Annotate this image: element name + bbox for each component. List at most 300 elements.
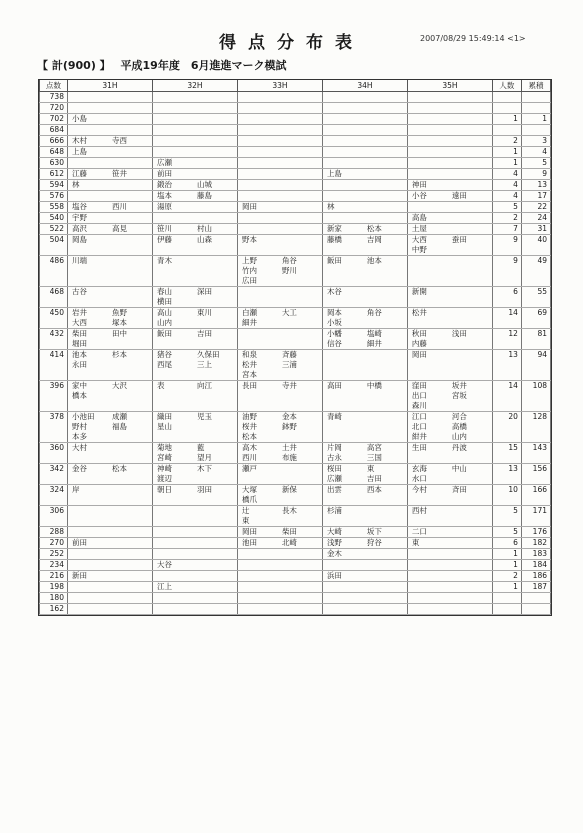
cumulative-cell — [521, 103, 550, 114]
homeroom-cell-h35 — [407, 549, 492, 560]
table-row — [40, 158, 551, 169]
homeroom-cell-h33 — [237, 180, 322, 191]
student-name: 金谷 — [71, 464, 87, 473]
homeroom-cell-h33 — [237, 350, 322, 381]
cumulative-cell: 128 — [521, 412, 550, 443]
student-name: 北口 — [411, 422, 427, 431]
homeroom-cell-h33 — [237, 412, 322, 443]
name-line — [72, 391, 152, 401]
homeroom-cell-h31 — [67, 329, 152, 350]
homeroom-cell-h35 — [407, 158, 492, 169]
people-count-cell: 15 — [492, 443, 521, 464]
student-name: 岩井 — [71, 308, 87, 317]
name-line — [327, 474, 407, 484]
student-name: 三上 — [196, 360, 212, 369]
homeroom-cell-h33 — [237, 169, 322, 180]
table-row — [40, 224, 551, 235]
student-name — [282, 495, 322, 505]
homeroom-cell-h35 — [407, 538, 492, 549]
homeroom-cell-h34 — [322, 169, 407, 180]
homeroom-cell-h33 — [237, 538, 322, 549]
score-cell: 360 — [40, 443, 68, 464]
student-name: 和泉 — [241, 350, 257, 359]
cumulative-cell: 166 — [521, 485, 550, 506]
page-title: 得点分布表 — [219, 33, 364, 53]
student-name: 塩崎 — [366, 329, 382, 338]
people-count-cell: 1 — [492, 147, 521, 158]
student-name: 宮本 — [241, 370, 257, 379]
homeroom-cell-h33 — [237, 287, 322, 308]
student-name — [367, 506, 407, 516]
homeroom-cell-h33 — [237, 604, 322, 615]
student-name: 中野 — [411, 245, 427, 254]
score-cell: 720 — [40, 103, 68, 114]
student-name: 古谷 — [71, 287, 87, 296]
student-name: 内藤 — [411, 339, 427, 348]
student-name: 表 — [156, 381, 165, 390]
name-line — [72, 202, 152, 212]
name-line — [412, 391, 492, 401]
student-name: 村山 — [196, 224, 212, 233]
homeroom-cell-h32 — [152, 224, 237, 235]
student-name: 信谷 — [326, 339, 342, 348]
homeroom-cell-h33 — [237, 527, 322, 538]
homeroom-cell-h34 — [322, 136, 407, 147]
people-count-cell: 2 — [492, 136, 521, 147]
name-line — [157, 350, 237, 360]
student-name — [112, 485, 152, 495]
student-name: 狩谷 — [366, 538, 382, 547]
student-name: 星山 — [156, 422, 172, 431]
name-line — [72, 538, 152, 548]
name-line — [412, 224, 492, 234]
student-name: 前田 — [156, 169, 172, 178]
table-row — [40, 549, 551, 560]
student-name: 丹波 — [451, 443, 467, 452]
cumulative-cell: 5 — [521, 158, 550, 169]
student-name: 深田 — [196, 287, 212, 296]
name-line — [157, 308, 237, 318]
name-line — [327, 538, 407, 548]
homeroom-cell-h35 — [407, 114, 492, 125]
student-name: 細井 — [241, 318, 257, 327]
student-name: 木村 — [71, 136, 87, 145]
name-line — [412, 474, 492, 484]
homeroom-cell-h34 — [322, 443, 407, 464]
homeroom-cell-h32 — [152, 114, 237, 125]
name-line — [242, 516, 322, 526]
student-name: 油野 — [241, 412, 257, 421]
student-name: 杉本 — [111, 350, 127, 359]
student-name: 松本 — [111, 464, 127, 473]
student-name: 林 — [71, 180, 80, 189]
table-row — [40, 191, 551, 202]
homeroom-cell-h35 — [407, 593, 492, 604]
name-line — [72, 329, 152, 339]
student-name: 塩谷 — [71, 202, 87, 211]
people-count-cell: 1 — [492, 549, 521, 560]
homeroom-cell-h35 — [407, 412, 492, 443]
name-line — [157, 329, 237, 339]
homeroom-cell-h34 — [322, 180, 407, 191]
name-line — [242, 381, 322, 391]
student-name: 山森 — [196, 235, 212, 244]
homeroom-cell-h31 — [67, 180, 152, 191]
homeroom-cell-h34 — [322, 92, 407, 103]
homeroom-cell-h33 — [237, 549, 322, 560]
student-name: 紺井 — [411, 432, 427, 441]
student-name: 江藤 — [71, 169, 87, 178]
student-name: 鉢野 — [281, 422, 297, 431]
cumulative-cell: 13 — [521, 180, 550, 191]
homeroom-cell-h35 — [407, 527, 492, 538]
people-count-cell: 5 — [492, 202, 521, 213]
people-count-cell: 12 — [492, 329, 521, 350]
col-header-32h: 32H — [152, 80, 237, 92]
people-count-cell: 6 — [492, 538, 521, 549]
name-line — [412, 538, 492, 548]
student-name — [452, 401, 492, 411]
cumulative-cell: 3 — [521, 136, 550, 147]
name-line — [72, 360, 152, 370]
homeroom-cell-h34 — [322, 287, 407, 308]
homeroom-cell-h35 — [407, 485, 492, 506]
student-name: 飯田 — [326, 256, 342, 265]
student-name: 山城 — [196, 180, 212, 189]
homeroom-cell-h35 — [407, 180, 492, 191]
homeroom-cell-h33 — [237, 506, 322, 527]
student-name — [367, 549, 407, 559]
student-name: 岡田 — [411, 350, 427, 359]
cumulative-cell: 22 — [521, 202, 550, 213]
student-name: 鍛治 — [156, 180, 172, 189]
homeroom-cell-h34 — [322, 527, 407, 538]
people-count-cell: 7 — [492, 224, 521, 235]
people-count-cell — [492, 593, 521, 604]
student-name — [452, 339, 492, 349]
name-line — [72, 571, 152, 581]
table-row — [40, 125, 551, 136]
table-row — [40, 180, 551, 191]
table-body — [40, 92, 551, 615]
homeroom-cell-h32 — [152, 412, 237, 443]
score-cell: 180 — [40, 593, 68, 604]
homeroom-cell-h31 — [67, 506, 152, 527]
people-count-cell: 13 — [492, 350, 521, 381]
student-name: 笹井 — [111, 169, 127, 178]
student-name: 中山 — [451, 464, 467, 473]
student-name: 今村 — [411, 485, 427, 494]
col-header-score: 点数 — [40, 80, 68, 92]
name-line — [242, 256, 322, 266]
homeroom-cell-h34 — [322, 213, 407, 224]
student-name: 二口 — [411, 527, 427, 536]
student-name — [282, 318, 322, 328]
score-cell: 630 — [40, 158, 68, 169]
homeroom-cell-h32 — [152, 180, 237, 191]
homeroom-cell-h34 — [322, 350, 407, 381]
cumulative-cell: 143 — [521, 443, 550, 464]
homeroom-cell-h32 — [152, 136, 237, 147]
cumulative-cell: 187 — [521, 582, 550, 593]
student-name: 塚本 — [111, 318, 127, 327]
cumulative-cell: 1 — [521, 114, 550, 125]
homeroom-cell-h35 — [407, 582, 492, 593]
student-name — [282, 202, 322, 212]
table-row — [40, 443, 551, 464]
student-name: 松本 — [241, 432, 257, 441]
student-name — [112, 235, 152, 245]
people-count-cell: 9 — [492, 235, 521, 256]
homeroom-cell-h35 — [407, 464, 492, 485]
student-name: 岸 — [71, 485, 80, 494]
homeroom-cell-h32 — [152, 287, 237, 308]
student-name: 神田 — [411, 180, 427, 189]
homeroom-cell-h34 — [322, 191, 407, 202]
homeroom-cell-h33 — [237, 593, 322, 604]
homeroom-cell-h34 — [322, 235, 407, 256]
name-line — [242, 276, 322, 286]
homeroom-cell-h32 — [152, 527, 237, 538]
homeroom-cell-h32 — [152, 235, 237, 256]
student-name — [197, 158, 237, 168]
homeroom-cell-h35 — [407, 92, 492, 103]
homeroom-cell-h35 — [407, 147, 492, 158]
table-row — [40, 527, 551, 538]
homeroom-cell-h33 — [237, 136, 322, 147]
student-name: 西村 — [411, 506, 427, 515]
homeroom-cell-h32 — [152, 202, 237, 213]
table-row — [40, 538, 551, 549]
student-name — [197, 318, 237, 328]
homeroom-cell-h31 — [67, 527, 152, 538]
homeroom-cell-h32 — [152, 350, 237, 381]
people-count-cell: 4 — [492, 180, 521, 191]
cumulative-cell: 186 — [521, 571, 550, 582]
score-cell: 504 — [40, 235, 68, 256]
score-cell: 612 — [40, 169, 68, 180]
student-name: 新開 — [411, 287, 427, 296]
homeroom-cell-h34 — [322, 412, 407, 443]
homeroom-cell-h34 — [322, 582, 407, 593]
table-row — [40, 604, 551, 615]
student-name — [112, 360, 152, 370]
student-name: 岡田 — [241, 527, 257, 536]
student-name: 出雲 — [326, 485, 342, 494]
student-name: 羽田 — [196, 485, 212, 494]
student-name — [112, 339, 152, 349]
name-line — [327, 329, 407, 339]
homeroom-cell-h33 — [237, 103, 322, 114]
score-cell: 162 — [40, 604, 68, 615]
student-name: 角谷 — [281, 256, 297, 265]
homeroom-cell-h31 — [67, 136, 152, 147]
score-cell: 558 — [40, 202, 68, 213]
student-name: 伊藤 — [156, 235, 172, 244]
name-line — [242, 527, 322, 537]
people-count-cell: 5 — [492, 527, 521, 538]
table-row — [40, 114, 551, 125]
student-name — [197, 422, 237, 432]
name-line — [242, 202, 322, 212]
student-name: 岡本 — [326, 308, 342, 317]
student-name: 猪谷 — [156, 350, 172, 359]
table-row — [40, 412, 551, 443]
homeroom-cell-h33 — [237, 571, 322, 582]
table-row — [40, 92, 551, 103]
name-line — [157, 256, 237, 266]
homeroom-cell-h33 — [237, 560, 322, 571]
name-line — [412, 485, 492, 495]
name-line — [157, 202, 237, 212]
student-name: 大工 — [281, 308, 297, 317]
student-name: 宮崎 — [156, 453, 172, 462]
name-line — [242, 235, 322, 245]
name-line — [412, 180, 492, 190]
student-name: 大塚 — [241, 485, 257, 494]
student-name: 西尾 — [156, 360, 172, 369]
homeroom-cell-h34 — [322, 604, 407, 615]
name-line — [327, 412, 407, 422]
student-name — [112, 147, 152, 157]
name-line — [327, 287, 407, 297]
homeroom-cell-h31 — [67, 256, 152, 287]
student-name: 斉田 — [451, 485, 467, 494]
student-name: 杉浦 — [326, 506, 342, 515]
table-row — [40, 136, 551, 147]
people-count-cell: 20 — [492, 412, 521, 443]
report-subtitle — [37, 57, 293, 73]
student-name: 渡辺 — [156, 474, 172, 483]
homeroom-cell-h35 — [407, 224, 492, 235]
name-line — [327, 202, 407, 212]
cumulative-cell: 81 — [521, 329, 550, 350]
table-row — [40, 506, 551, 527]
name-line — [242, 412, 322, 422]
name-line — [327, 169, 407, 179]
people-count-cell: 13 — [492, 464, 521, 485]
homeroom-cell-h35 — [407, 136, 492, 147]
student-name: 広瀬 — [326, 474, 342, 483]
student-name: 吉田 — [366, 474, 382, 483]
student-name — [282, 276, 322, 286]
people-count-cell: 6 — [492, 287, 521, 308]
name-line — [157, 318, 237, 328]
homeroom-cell-h32 — [152, 92, 237, 103]
student-name: 木下 — [196, 464, 212, 473]
homeroom-cell-h33 — [237, 158, 322, 169]
name-line — [412, 412, 492, 422]
homeroom-cell-h31 — [67, 560, 152, 571]
student-name: 本多 — [71, 432, 87, 441]
name-line — [412, 213, 492, 223]
name-line — [72, 256, 152, 266]
homeroom-cell-h32 — [152, 582, 237, 593]
homeroom-cell-h33 — [237, 235, 322, 256]
table-row — [40, 485, 551, 506]
name-line — [242, 464, 322, 474]
table-row — [40, 308, 551, 329]
student-name: 蚕田 — [451, 235, 467, 244]
homeroom-cell-h35 — [407, 604, 492, 615]
student-name: 西川 — [111, 202, 127, 211]
table-row — [40, 103, 551, 114]
score-cell: 684 — [40, 125, 68, 136]
homeroom-cell-h31 — [67, 287, 152, 308]
name-line — [327, 527, 407, 537]
score-cell: 270 — [40, 538, 68, 549]
people-count-cell: 5 — [492, 506, 521, 527]
score-cell: 432 — [40, 329, 68, 350]
homeroom-cell-h31 — [67, 443, 152, 464]
homeroom-cell-h32 — [152, 560, 237, 571]
student-name: 家中 — [71, 381, 87, 390]
name-line — [72, 422, 152, 432]
homeroom-cell-h32 — [152, 213, 237, 224]
student-name — [282, 516, 322, 526]
student-name: 広田 — [241, 276, 257, 285]
cumulative-cell — [521, 125, 550, 136]
student-name: 浅田 — [451, 329, 467, 338]
cumulative-cell — [521, 593, 550, 604]
homeroom-cell-h32 — [152, 485, 237, 506]
homeroom-cell-h32 — [152, 538, 237, 549]
name-line — [242, 308, 322, 318]
student-name: 藤島 — [196, 191, 212, 200]
student-name: 高宮 — [366, 443, 382, 452]
homeroom-cell-h34 — [322, 538, 407, 549]
student-name — [367, 318, 407, 328]
homeroom-cell-h33 — [237, 114, 322, 125]
homeroom-cell-h32 — [152, 593, 237, 604]
name-line — [72, 169, 152, 179]
name-line — [72, 180, 152, 190]
name-line — [157, 381, 237, 391]
student-name: 木谷 — [326, 287, 342, 296]
student-name: 高島 — [411, 213, 427, 222]
student-name — [452, 474, 492, 484]
name-line — [157, 453, 237, 463]
table-row — [40, 287, 551, 308]
cumulative-cell: 94 — [521, 350, 550, 381]
student-name — [112, 571, 152, 581]
table-row — [40, 464, 551, 485]
cumulative-cell: 49 — [521, 256, 550, 287]
score-cell: 576 — [40, 191, 68, 202]
student-name — [452, 213, 492, 223]
name-line — [412, 527, 492, 537]
homeroom-cell-h35 — [407, 308, 492, 329]
print-timestamp: 2007/08/29 15:49:14 <1> — [420, 34, 526, 43]
student-name: 竹内 — [241, 266, 257, 275]
student-name: 池本 — [71, 350, 87, 359]
cumulative-cell: 108 — [521, 381, 550, 412]
cumulative-cell: 55 — [521, 287, 550, 308]
score-cell: 594 — [40, 180, 68, 191]
student-name: 湯原 — [156, 202, 172, 211]
score-cell: 234 — [40, 560, 68, 571]
name-line — [242, 538, 322, 548]
homeroom-cell-h34 — [322, 485, 407, 506]
name-line — [157, 169, 237, 179]
student-name: 西川 — [241, 453, 257, 462]
student-name: 岡田 — [241, 202, 257, 211]
homeroom-cell-h31 — [67, 538, 152, 549]
name-line — [412, 339, 492, 349]
homeroom-cell-h32 — [152, 443, 237, 464]
student-name — [367, 412, 407, 422]
student-name — [112, 213, 152, 223]
